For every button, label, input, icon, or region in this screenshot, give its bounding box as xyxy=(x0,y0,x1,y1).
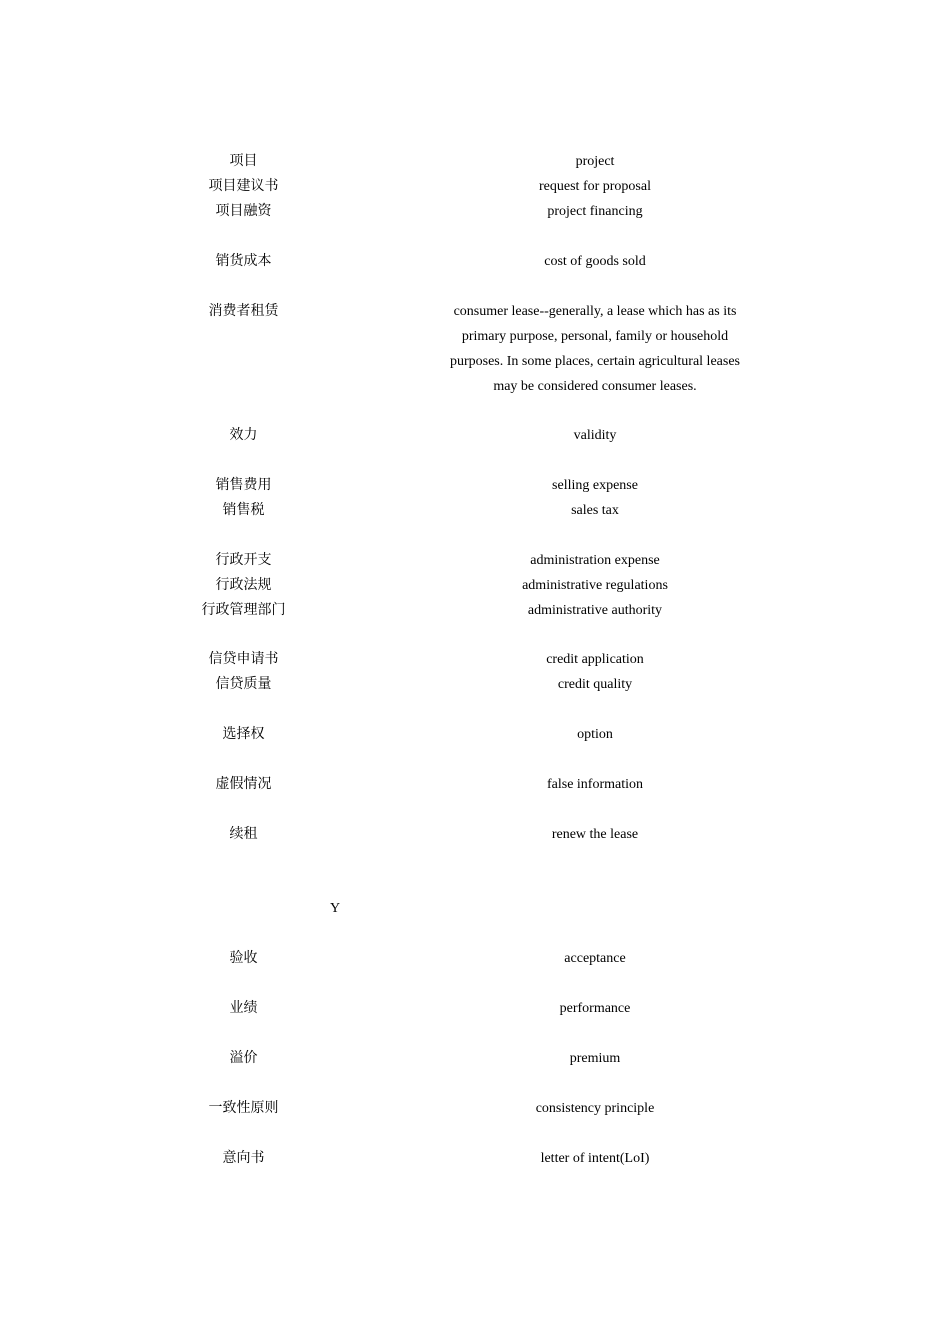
term-english: consistency principle xyxy=(535,1101,655,1116)
term-chinese: 意向书 xyxy=(222,1151,265,1166)
glossary-row xyxy=(0,199,950,224)
term-english: acceptance xyxy=(564,951,626,966)
glossary-row xyxy=(0,722,950,747)
glossary-row xyxy=(0,772,950,797)
term-chinese: 选择权 xyxy=(222,727,265,742)
term-english: request for proposal xyxy=(539,179,651,194)
glossary-row xyxy=(0,1146,950,1171)
term-english: renew the lease xyxy=(551,827,639,842)
glossary-row xyxy=(0,946,950,971)
term-english: credit quality xyxy=(557,677,633,692)
glossary-row xyxy=(0,598,950,623)
glossary-row xyxy=(0,473,950,498)
term-chinese: 验收 xyxy=(229,951,258,966)
term-english: consumer lease--generally, a lease which has as its primary purpose, personal, family or household purposes. In some places, certain agricultural leases may be considered consumer leases. xyxy=(449,304,740,394)
glossary-row xyxy=(0,548,950,573)
glossary-row xyxy=(0,149,950,174)
glossary-row xyxy=(0,647,950,672)
term-english: sales tax xyxy=(571,503,619,518)
glossary-row xyxy=(0,573,950,598)
term-chinese: 销售税 xyxy=(222,503,265,518)
glossary-row xyxy=(0,822,950,847)
term-chinese: 消费者租赁 xyxy=(208,304,279,319)
term-chinese: 行政管理部门 xyxy=(201,603,286,618)
glossary-row xyxy=(0,249,950,274)
term-chinese: 业绩 xyxy=(229,1001,258,1016)
section-heading xyxy=(0,896,950,921)
glossary-row xyxy=(0,1046,950,1071)
glossary-row xyxy=(0,174,950,199)
glossary-row xyxy=(0,423,950,448)
term-english: selling expense xyxy=(552,478,638,493)
term-english: validity xyxy=(573,428,617,443)
term-chinese: 一致性原则 xyxy=(208,1101,279,1116)
term-english: performance xyxy=(559,1001,631,1016)
term-english: administrative regulations xyxy=(522,578,668,593)
term-chinese: 效力 xyxy=(229,428,258,443)
term-english: option xyxy=(577,727,613,742)
term-english: administration expense xyxy=(530,553,660,568)
glossary-row xyxy=(0,996,950,1021)
glossary-row xyxy=(0,498,950,523)
term-chinese: 行政法规 xyxy=(215,578,272,593)
term-english: cost of goods sold xyxy=(544,254,646,269)
term-english: project xyxy=(575,154,615,169)
term-english: credit application xyxy=(546,652,644,667)
glossary-row xyxy=(0,1096,950,1121)
term-chinese: 项目 xyxy=(229,154,258,169)
term-chinese: 项目融资 xyxy=(215,204,272,219)
glossary-row xyxy=(0,672,950,697)
term-english: project financing xyxy=(547,204,643,219)
term-english: administrative authority xyxy=(527,603,663,618)
term-chinese: 销货成本 xyxy=(215,254,272,269)
glossary-row xyxy=(0,299,950,399)
term-english: premium xyxy=(569,1051,621,1066)
term-chinese: 信贷申请书 xyxy=(208,652,279,667)
term-chinese: 虚假情况 xyxy=(215,777,272,792)
term-chinese: 续租 xyxy=(229,827,258,842)
term-chinese: 行政开支 xyxy=(215,553,272,568)
term-english: false information xyxy=(546,777,644,792)
section-letter: Y xyxy=(329,901,341,916)
term-chinese: 信贷质量 xyxy=(215,677,272,692)
term-chinese: 项目建议书 xyxy=(208,179,279,194)
term-english: letter of intent(LoI) xyxy=(540,1151,650,1166)
term-chinese: 溢价 xyxy=(229,1051,258,1066)
term-chinese: 销售费用 xyxy=(215,478,272,493)
